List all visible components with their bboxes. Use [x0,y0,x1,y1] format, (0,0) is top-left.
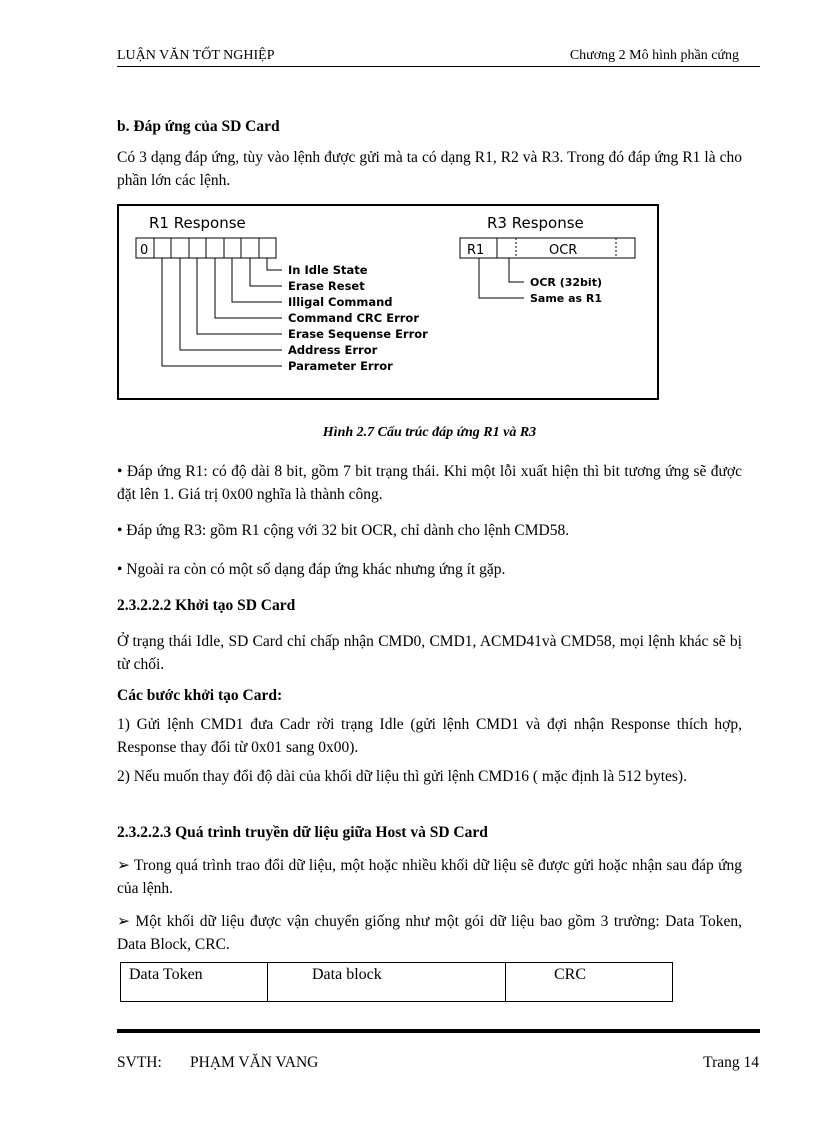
table-cell-data-token: Data Token [121,963,268,1002]
r1-label: Erase Sequense Error [288,327,428,341]
table-cell-data-block: Data block [268,963,506,1002]
header-divider [117,66,760,67]
step-1: 1) Gửi lệnh CMD1 đưa Cadr rời trạng Idle (gửi lệnh CMD1 và đợi nhận Response thích hợp, Response thay đổi từ 0x01 sang 0x00). [117,716,742,756]
r1-label: Address Error [288,343,378,357]
r1-label: Parameter Error [288,359,393,373]
section-transfer-heading: 2.3.2.2.3 Quá trình truyền dữ liệu giữa Host và SD Card [117,824,488,841]
r1-label: Command CRC Error [288,311,419,325]
data-packet-table [120,962,673,1002]
r3-boxes [460,238,635,258]
footer-label: SVTH: [117,1054,162,1071]
r1-label: Illigal Command [288,295,393,309]
r1-bit-boxes [136,238,276,258]
r3-label: OCR (32bit) [530,276,602,289]
r1-first-bit: 0 [140,243,149,258]
r1-label: In Idle State [288,263,368,277]
footer-page-number: Trang 14 [703,1054,759,1071]
bullet-r3: • Đáp ứng R3: gồm R1 cộng với 32 bit OCR, chỉ dành cho lệnh CMD58. [117,522,570,539]
r3-field-ocr: OCR [549,243,578,258]
section-b-intro: Có 3 dạng đáp ứng, tùy vào lệnh được gửi mà ta có dạng R1, R2 và R3. Trong đó đáp ứng R1 là cho phần lớn các lệnh. [117,149,742,189]
header-right: Chương 2 Mô hình phần cứng [569,48,739,63]
steps-heading: Các bước khởi tạo Card: [117,687,283,704]
figure-caption: Hình 2.7 Cấu trúc đáp ứng R1 và R3 [322,425,537,440]
r3-title: R3 Response [487,214,584,232]
section-b-heading: b. Đáp ứng của SD Card [117,118,280,135]
r3-connectors [479,258,524,298]
r1-connectors [162,258,282,366]
section-init-para: Ở trạng thái Idle, SD Card chỉ chấp nhận CMD0, CMD1, ACMD41và CMD58, mọi lệnh khác sẽ bị từ chối. [117,633,742,673]
table-row [121,963,673,1002]
footer-author: PHẠM VĂN VANG [190,1054,319,1071]
table-cell-crc: CRC [506,963,673,1002]
section-init-heading: 2.3.2.2.2 Khởi tạo SD Card [117,597,296,614]
r3-field-r1: R1 [467,243,485,258]
footer-divider [117,1029,760,1033]
transfer-para-2: ➢ Một khối dữ liệu được vận chuyển giống như một gói dữ liệu bao gồm 3 trường: Data Token, Data Block, CRC. [117,913,742,953]
bullet-other: • Ngoài ra còn có một số dạng đáp ứng khác nhưng ứng ít gặp. [117,561,506,578]
response-diagram [117,204,659,400]
response-diagram-svg [119,206,657,398]
r1-label: Erase Reset [288,279,365,293]
r1-title: R1 Response [149,214,246,232]
step-2: 2) Nếu muốn thay đổi độ dài của khối dữ liệu thì gửi lệnh CMD16 ( mặc định là 512 bytes). [117,768,687,785]
header-left: LUẬN VĂN TỐT NGHIỆP [117,48,275,63]
transfer-para-1: ➢ Trong quá trình trao đổi dữ liệu, một hoặc nhiều khối dữ liệu sẽ được gửi hoặc nhận sau đáp ứng của lệnh. [117,857,742,897]
bullet-r1: • Đáp ứng R1: có độ dài 8 bit, gồm 7 bit trạng thái. Khi một lỗi xuất hiện thì bit tương ứng sẽ được đặt lên 1. Giá trị 0x00 nghĩa là thành công. [117,463,742,503]
r3-label: Same as R1 [530,292,603,305]
